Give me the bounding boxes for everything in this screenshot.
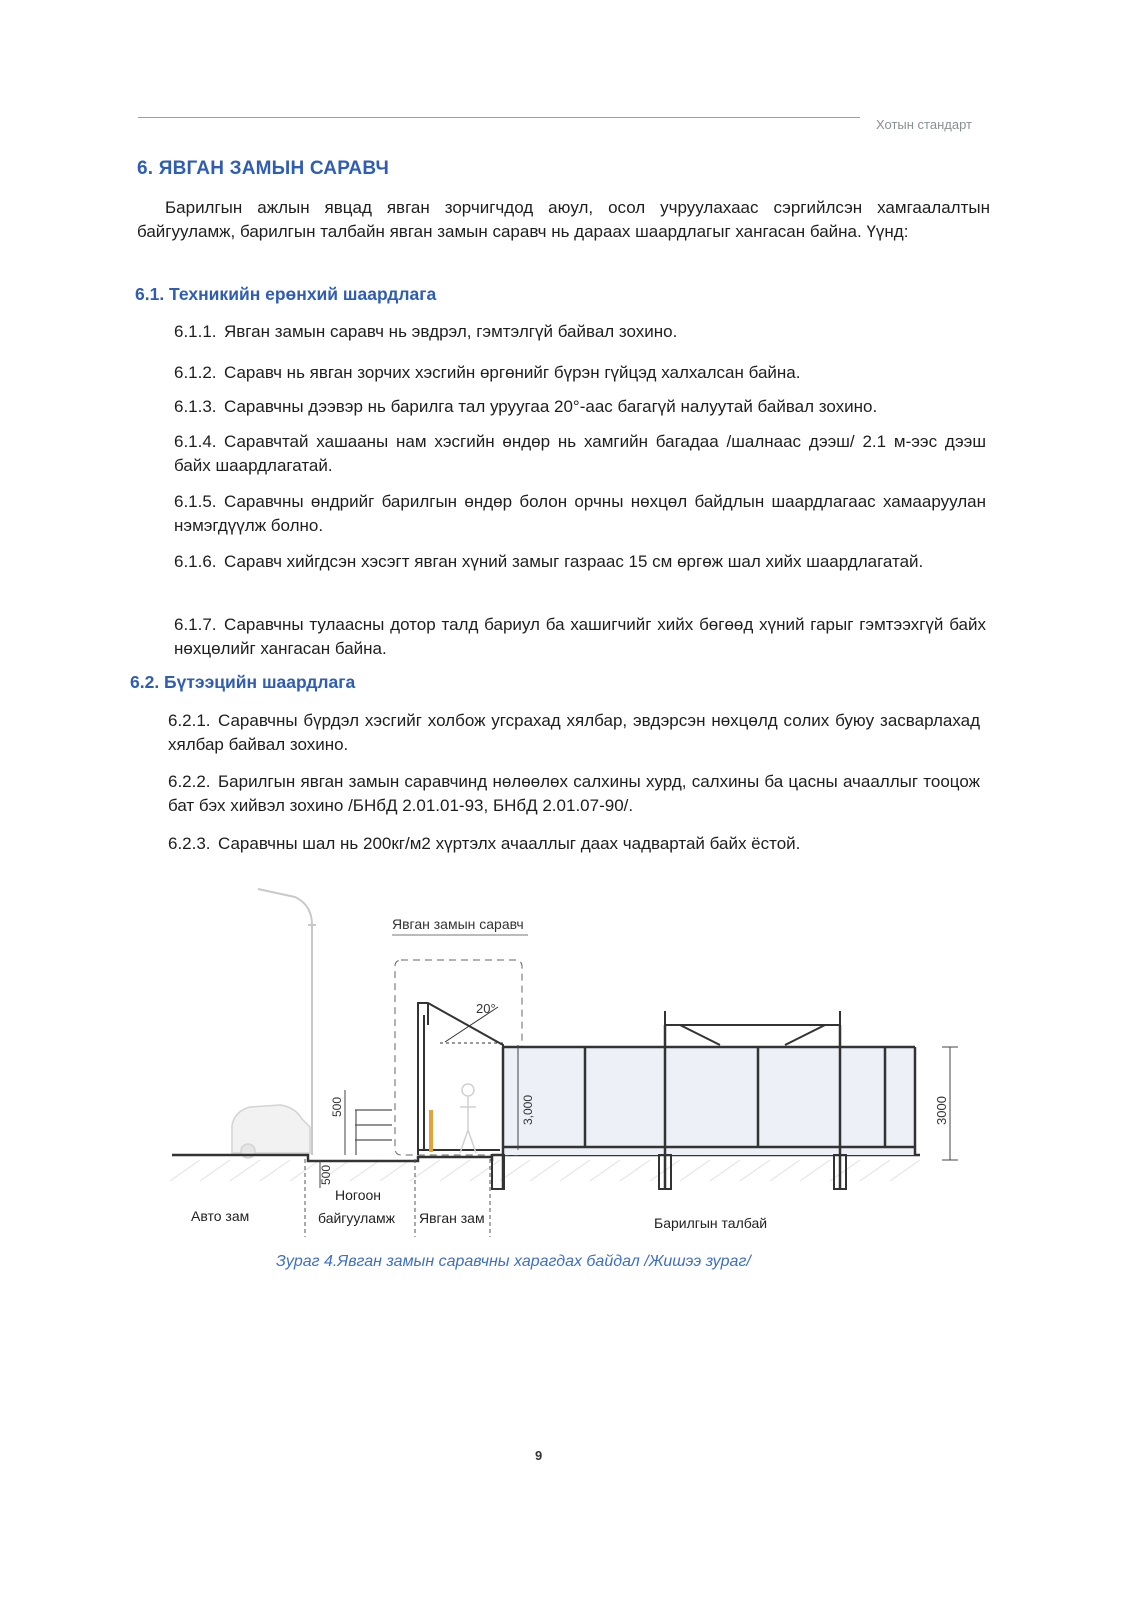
angle-label: 20° xyxy=(476,1001,496,1016)
list-item xyxy=(168,832,980,856)
item-text: Саравчны тулаасны дотор талд бариул ба хашигчийг хийх бөгөөд хүний гарыг гэмтээхгүй байх нөхцөлийг хангасан байна. xyxy=(174,615,986,658)
ground-hatching xyxy=(170,1160,920,1181)
item-number: 6.1.7. xyxy=(174,615,217,634)
subsection-title-6-1: 6.1. Техникийн ерөнхий шаардлага xyxy=(135,284,437,304)
dimension-3000-inner: 3,000 xyxy=(521,1094,535,1125)
subsection-title-6-2: 6.2. Бүтээцийн шаардлага xyxy=(130,672,356,692)
item-text: Барилгын явган замын саравчинд нөлөөлөх салхины хурд, салхины ба цасны ачааллыг тооцож бат бэх хийвэл зохино /БНбД 2.01.01-93, БНбД 2.01.07-90/. xyxy=(168,772,980,815)
item-text: Саравчтай хашааны нам хэсгийн өндөр нь хамгийн багадаа /шалнаас дээш/ 2.1 м-ээс дээш байх шаардлагатай. xyxy=(174,432,986,475)
item-text: Саравч хийгдсэн хэсэгт явган хүний замыг газраас 15 см өргөж шал хийх шаардлагатай. xyxy=(224,552,924,571)
label-green-2: байгууламж xyxy=(318,1210,396,1226)
item-number: 6.1.3. xyxy=(174,397,217,416)
list-item xyxy=(174,613,986,661)
list-item xyxy=(174,395,986,419)
item-text: Саравчны бүрдэл хэсгийг холбож угсрахад хялбар, эвдэрсэн нөхцөлд солих буюу засварлахад хялбар байвал зохино. xyxy=(168,711,980,754)
list-item xyxy=(168,770,980,818)
label-walkway: Явган зам xyxy=(419,1210,485,1226)
list-item xyxy=(174,550,986,574)
item-number: 6.1.5. xyxy=(174,492,217,511)
section-title: 6. ЯВГАН ЗАМЫН САРАВЧ xyxy=(137,158,390,179)
label-site: Барилгын талбай xyxy=(654,1215,768,1231)
label-green-1: Ногоон xyxy=(335,1187,381,1203)
item-text: Саравч нь явган зорчих хэсгийн өргөнийг бүрэн гүйцэд халхалсан байна. xyxy=(224,363,801,382)
item-number: 6.1.6. xyxy=(174,552,217,571)
warning-post xyxy=(429,1110,433,1152)
header-rule xyxy=(138,117,860,118)
list-item xyxy=(168,709,980,757)
pedestrian-silhouette xyxy=(460,1084,476,1153)
item-text: Саравчны өндрийг барилгын өндөр болон орчны нөхцөл байдлын шаардлагаас хамааруулан нэмэгдүүлж болно. xyxy=(174,492,986,535)
item-number: 6.2.2. xyxy=(168,772,211,791)
canopy-label: Явган замын саравч xyxy=(392,916,524,932)
item-number: 6.2.1. xyxy=(168,711,211,730)
label-road: Авто зам xyxy=(191,1208,250,1224)
dimension-3000-right: 3000 xyxy=(934,1096,949,1125)
item-text: Саравчны дээвэр нь барилга тал уруугаа 20°-аас багагүй налуутай байвал зохино. xyxy=(224,397,878,416)
ground-line xyxy=(172,1155,920,1161)
dimension-500-bottom: 500 xyxy=(319,1164,333,1185)
list-item xyxy=(174,430,986,478)
item-text: Явган замын саравч нь эвдрэл, гэмтэлгүй байвал зохино. xyxy=(224,322,678,341)
list-item xyxy=(174,490,986,538)
item-text: Саравчны шал нь 200кг/м2 хүртэлх ачааллыг даах чадвартай байх ёстой. xyxy=(218,834,801,853)
header-label: Хотын стандарт xyxy=(876,117,972,132)
railing xyxy=(355,1110,392,1155)
dimension-500-top: 500 xyxy=(330,1096,344,1117)
section-intro: Барилгын ажлын явцад явган зорчигчдод аюул, осол учруулахаас сэргийлсэн хамгаалалтын байгууламж, барилгын талбайн явган замын саравч нь дараах шаардлагыг хангасан байна. Үүнд: xyxy=(137,198,990,241)
list-item xyxy=(174,320,986,344)
item-number: 6.1.1. xyxy=(174,322,217,341)
item-number: 6.1.4. xyxy=(174,432,217,451)
canopy-section-drawing xyxy=(160,885,960,1240)
list-item xyxy=(174,361,986,385)
item-number: 6.2.3. xyxy=(168,834,211,853)
car-silhouette xyxy=(232,1105,310,1158)
item-number: 6.1.2. xyxy=(174,363,217,382)
page-number: 9 xyxy=(535,1448,543,1463)
figure-caption: Зураг 4.Явган замын саравчны харагдах байдал /Жишээ зураг/ xyxy=(276,1253,751,1270)
